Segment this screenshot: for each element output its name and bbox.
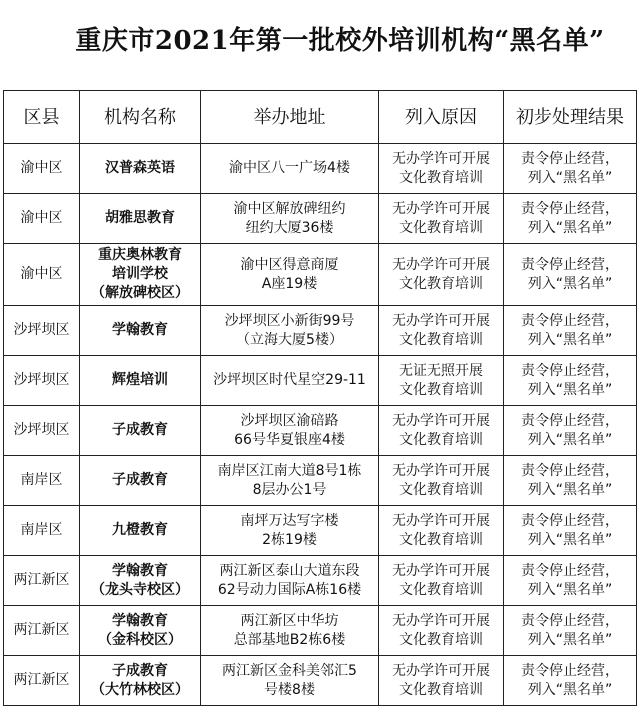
result-text: 责令停止经营， 列入“黑名单” [521, 412, 619, 448]
cell-district [4, 406, 80, 456]
cell-result [504, 244, 637, 306]
cell-name [80, 506, 201, 556]
result-text: 责令停止经营， 列入“黑名单” [521, 612, 619, 648]
result-text: 责令停止经营， 列入“黑名单” [521, 150, 619, 186]
cell-name [80, 656, 201, 706]
address-text: 渝中区解放碑纽约 纽约大厦36楼 [233, 200, 346, 236]
reason-text: 无办学许可开展 文化教育培训 [392, 662, 490, 698]
reason-text: 无办学许可开展 文化教育培训 [392, 462, 490, 498]
district-text: 两江新区 [13, 622, 70, 638]
result-text: 责令停止经营， 列入“黑名单” [521, 312, 619, 348]
address-text: 南坪万达写字楼 2栋19楼 [240, 512, 339, 548]
table-row [4, 406, 637, 456]
table-row [4, 306, 637, 356]
cell-name [80, 356, 201, 406]
table-row [4, 244, 637, 306]
cell-address [201, 656, 379, 706]
district-text: 南岸区 [20, 522, 63, 538]
page-title: 重庆市2021年第一批校外培训机构“黑名单” [75, 26, 605, 56]
table-row [4, 656, 637, 706]
district-text: 沙坪坝区 [13, 372, 70, 388]
district-text: 两江新区 [13, 672, 70, 688]
district-text: 渝中区 [20, 266, 63, 282]
name-text: 辉煌培训 [112, 372, 168, 388]
table-row [4, 556, 637, 606]
cell-address [201, 356, 379, 406]
name-text: 学翰教育 （龙头寺校区） [91, 562, 189, 598]
cell-result [504, 456, 637, 506]
district-text: 南岸区 [20, 472, 63, 488]
cell-reason [379, 244, 504, 306]
cell-name [80, 194, 201, 244]
name-text: 学翰教育 （金科校区） [98, 612, 182, 648]
cell-address [201, 606, 379, 656]
cell-result [504, 606, 637, 656]
cell-address [201, 456, 379, 506]
result-text: 责令停止经营， 列入“黑名单” [521, 562, 619, 598]
address-text: 沙坪坝区时代星空29-11 [213, 372, 366, 388]
cell-district [4, 506, 80, 556]
cell-district [4, 144, 80, 194]
cell-reason [379, 194, 504, 244]
header-name: 机构名称 [80, 91, 201, 144]
cell-district [4, 456, 80, 506]
district-text: 沙坪坝区 [13, 422, 70, 438]
cell-result [504, 406, 637, 456]
cell-district [4, 356, 80, 406]
address-text: 南岸区江南大道8号1栋 8层办公1号 [217, 462, 362, 498]
table-row [4, 144, 637, 194]
cell-address [201, 194, 379, 244]
name-text: 重庆奥林教育 培训学校 （解放碑校区） [91, 247, 189, 301]
header-district: 区县 [4, 91, 80, 144]
cell-result [504, 306, 637, 356]
cell-district [4, 306, 80, 356]
reason-text: 无办学许可开展 文化教育培训 [392, 562, 490, 598]
cell-reason [379, 456, 504, 506]
cell-reason [379, 406, 504, 456]
cell-reason [379, 656, 504, 706]
cell-result [504, 356, 637, 406]
cell-address [201, 306, 379, 356]
district-text: 两江新区 [13, 572, 70, 588]
cell-district [4, 244, 80, 306]
name-text: 子成教育 （大竹林校区） [91, 662, 189, 698]
header-reason: 列入原因 [379, 91, 504, 144]
table-row [4, 606, 637, 656]
cell-address [201, 406, 379, 456]
name-text: 学翰教育 [112, 322, 168, 338]
reason-text: 无办学许可开展 文化教育培训 [392, 150, 490, 186]
table-row [4, 456, 637, 506]
cell-address [201, 506, 379, 556]
cell-name [80, 144, 201, 194]
name-text: 汉普森英语 [105, 160, 175, 176]
table-row [4, 194, 637, 244]
name-text: 子成教育 [112, 422, 168, 438]
cell-name [80, 244, 201, 306]
address-text: 两江新区金科美邻汇5 号楼8楼 [222, 662, 357, 698]
district-text: 渝中区 [20, 210, 63, 226]
cell-reason [379, 506, 504, 556]
address-text: 沙坪坝区小新街99号 （立海大厦5楼） [224, 312, 355, 348]
name-text: 九橙教育 [112, 522, 168, 538]
result-text: 责令停止经营， 列入“黑名单” [521, 662, 619, 698]
cell-result [504, 556, 637, 606]
cell-result [504, 144, 637, 194]
cell-reason [379, 306, 504, 356]
cell-name [80, 556, 201, 606]
result-text: 责令停止经营， 列入“黑名单” [521, 256, 619, 292]
cell-address [201, 556, 379, 606]
address-text: 两江新区中华坊 总部基地B2栋6楼 [233, 612, 346, 648]
cell-district [4, 656, 80, 706]
cell-reason [379, 606, 504, 656]
result-text: 责令停止经营， 列入“黑名单” [521, 362, 619, 398]
blacklist-table [3, 90, 637, 706]
cell-name [80, 306, 201, 356]
reason-text: 无办学许可开展 文化教育培训 [392, 412, 490, 448]
cell-name [80, 606, 201, 656]
table-row [4, 356, 637, 406]
reason-text: 无办学许可开展 文化教育培训 [392, 256, 490, 292]
result-text: 责令停止经营， 列入“黑名单” [521, 462, 619, 498]
result-text: 责令停止经营， 列入“黑名单” [521, 512, 619, 548]
cell-reason [379, 356, 504, 406]
district-text: 渝中区 [20, 160, 63, 176]
address-text: 沙坪坝区渝碚路 66号华夏银座4楼 [234, 412, 345, 448]
cell-reason [379, 556, 504, 606]
address-text: 渝中区得意商厦 A座19楼 [240, 256, 339, 292]
reason-text: 无办学许可开展 文化教育培训 [392, 612, 490, 648]
reason-text: 无证无照开展 文化教育培训 [399, 362, 483, 398]
header-result: 初步处理结果 [504, 91, 637, 144]
cell-district [4, 606, 80, 656]
cell-reason [379, 144, 504, 194]
district-text: 沙坪坝区 [13, 322, 70, 338]
cell-name [80, 406, 201, 456]
cell-name [80, 456, 201, 506]
result-text: 责令停止经营， 列入“黑名单” [521, 200, 619, 236]
reason-text: 无办学许可开展 文化教育培训 [392, 312, 490, 348]
cell-district [4, 194, 80, 244]
address-text: 两江新区泰山大道东段 62号动力国际A栋16楼 [217, 562, 362, 598]
cell-result [504, 656, 637, 706]
cell-result [504, 194, 637, 244]
table-header-row [4, 91, 637, 144]
cell-result [504, 506, 637, 556]
name-text: 胡雅思教育 [105, 210, 175, 226]
name-text: 子成教育 [112, 472, 168, 488]
reason-text: 无办学许可开展 文化教育培训 [392, 512, 490, 548]
cell-address [201, 144, 379, 194]
header-address: 举办地址 [201, 91, 379, 144]
table-row [4, 506, 637, 556]
cell-address [201, 244, 379, 306]
reason-text: 无办学许可开展 文化教育培训 [392, 200, 490, 236]
cell-district [4, 556, 80, 606]
address-text: 渝中区八一广场4楼 [229, 160, 350, 176]
